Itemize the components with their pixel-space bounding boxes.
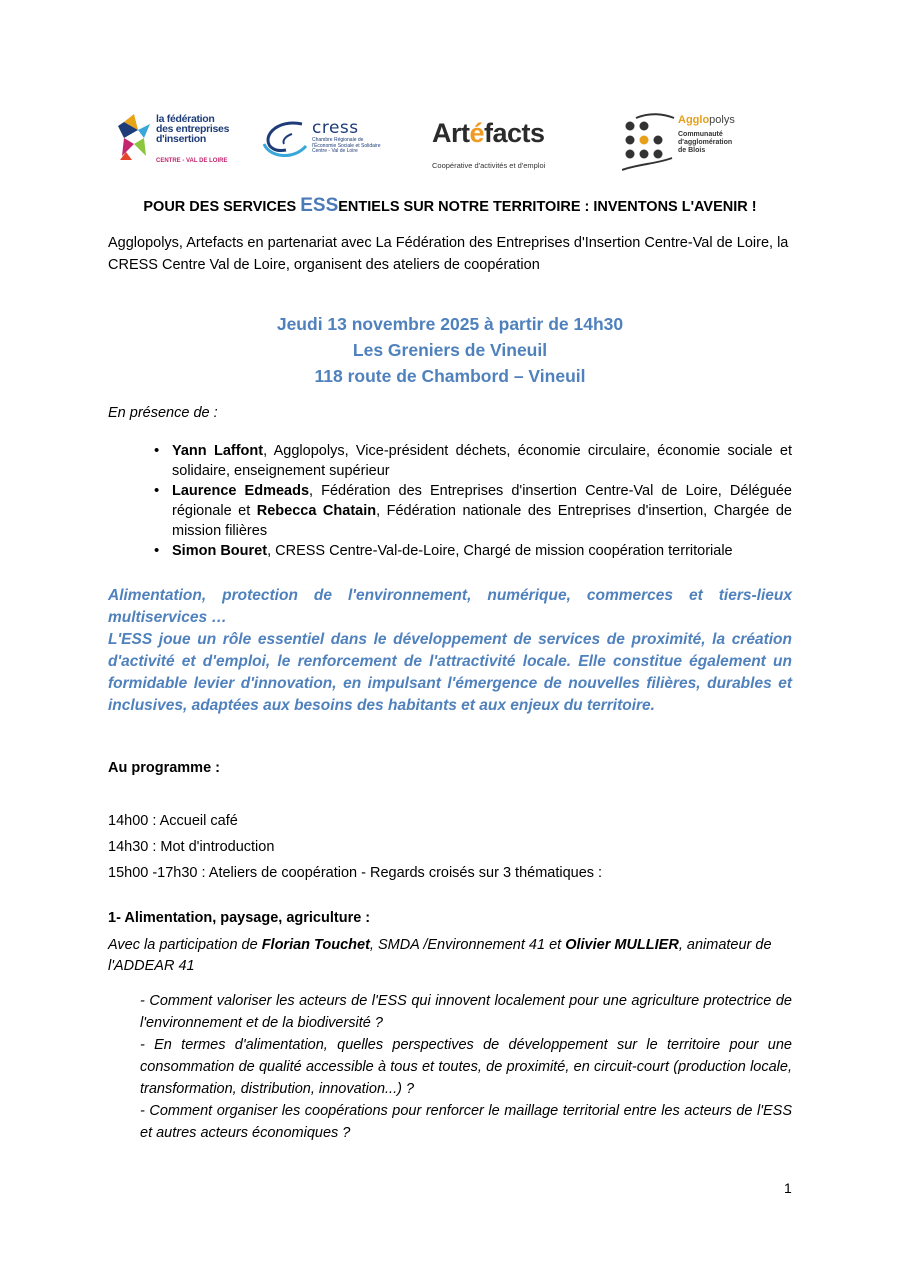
cress-logo-text: cress bbox=[312, 118, 359, 138]
theme-questions bbox=[140, 990, 792, 1144]
programme-heading: Au programme : bbox=[108, 760, 220, 776]
schedule-item: 14h00 : Accueil café bbox=[108, 813, 238, 829]
theme-heading: 1- Alimentation, paysage, agriculture : bbox=[108, 910, 371, 926]
list-item: • Simon Bouret, CRESS Centre-Val-de-Loire, Chargé de mission coopération territoriale bbox=[130, 541, 792, 561]
event-venue: Les Greniers de Vineuil bbox=[352, 340, 548, 360]
page-number: 1 bbox=[784, 1180, 792, 1196]
agglopolys-dots-icon bbox=[622, 112, 676, 172]
artefacts-logo bbox=[430, 106, 550, 176]
agglopolys-logo-text: Agglopolys bbox=[678, 114, 735, 126]
schedule-item: 15h00 -17h30 : Ateliers de coopération - Regards croisés sur 3 thématiques : bbox=[108, 865, 603, 881]
presence-label: En présence de : bbox=[108, 405, 218, 421]
partner-logos bbox=[112, 106, 752, 176]
list-item: • Laurence Edmeads, Fédération des Entreprises d'insertion Centre-Val de Loire, Déléguée régionale et Rebecca Chatain, Fédération nationale des Entreprises d'insertion, Chargée de mission filières bbox=[130, 481, 792, 541]
attendee-list bbox=[130, 441, 792, 561]
event-date: Jeudi 13 novembre 2025 à partir de 14h30 bbox=[276, 314, 624, 334]
artefacts-logo-text: Artéfacts bbox=[432, 118, 545, 148]
agglopolys-logo bbox=[612, 106, 752, 176]
cress-logo-subtitle: Chambre Régionale de l'Économie Sociale et Solidaire Centre - Val de Loire bbox=[312, 137, 381, 154]
event-details bbox=[0, 311, 900, 389]
schedule-list bbox=[108, 808, 602, 886]
question-item: - En termes d'alimentation, quelles perspectives de développement sur le territoire pour une consommation de qualité accessible à tous et toutes, de proximité, en circuit-court (production locale, transformation, distribution, innovation...) ? bbox=[140, 1037, 792, 1097]
highlight-paragraph: Alimentation, protection de l'environnement, numérique, commerces et tiers-lieux multiservices … L'ESS joue un rôle essentiel dans le développement de services de proximité, la création d'activité et d'emploi, le renforcement de l'attractivité locale. Elle constitue également un formidable levier d'innovation, en impulsant l'émergence de nouvelles filières, durables et inclusives, adaptées aux besoins des habitants et aux enjeux du territoire. bbox=[108, 587, 792, 714]
event-address: 118 route de Chambord – Vineuil bbox=[314, 366, 586, 386]
question-item: - Comment organiser les coopérations pour renforcer le maillage territorial entre les acteurs de l'ESS et autres acteurs économiques ? bbox=[140, 1103, 792, 1141]
fei-star-icon bbox=[116, 112, 152, 162]
theme-participants: Avec la participation de Florian Touchet, SMDA /Environnement 41 et Olivier MULLIER, animateur de l'ADDEAR 41 bbox=[108, 937, 772, 974]
agglopolys-logo-subtitle: Communauté d'agglomération de Blois bbox=[678, 131, 733, 154]
cress-logo bbox=[262, 106, 382, 176]
artefacts-logo-subtitle: Coopérative d'activités et d'emploi bbox=[432, 161, 546, 170]
document-title: POUR DES SERVICES ESSENTIELS SUR NOTRE TERRITOIRE : INVENTONS L'AVENIR ! bbox=[143, 195, 757, 216]
cress-swirl-icon bbox=[262, 116, 312, 166]
fei-logo-subtitle: CENTRE - VAL DE LOIRE bbox=[156, 158, 228, 164]
question-item: - Comment valoriser les acteurs de l'ESS qui innovent localement pour une agriculture protectrice de l'environnement et de la biodiversité ? bbox=[140, 993, 792, 1031]
intro-paragraph: Agglopolys, Artefacts en partenariat avec La Fédération des Entreprises d'Insertion Centre-Val de Loire, la CRESS Centre Val de Loire, organisent des ateliers de coopération bbox=[108, 235, 789, 273]
fei-logo-text: la fédération des entreprises d'insertion bbox=[156, 113, 230, 145]
schedule-item: 14h30 : Mot d'introduction bbox=[108, 839, 275, 855]
list-item: • Yann Laffont, Agglopolys, Vice-président déchets, économie circulaire, économie sociale et solidaire, enseignement supérieur bbox=[130, 441, 792, 481]
fei-logo bbox=[116, 106, 236, 176]
